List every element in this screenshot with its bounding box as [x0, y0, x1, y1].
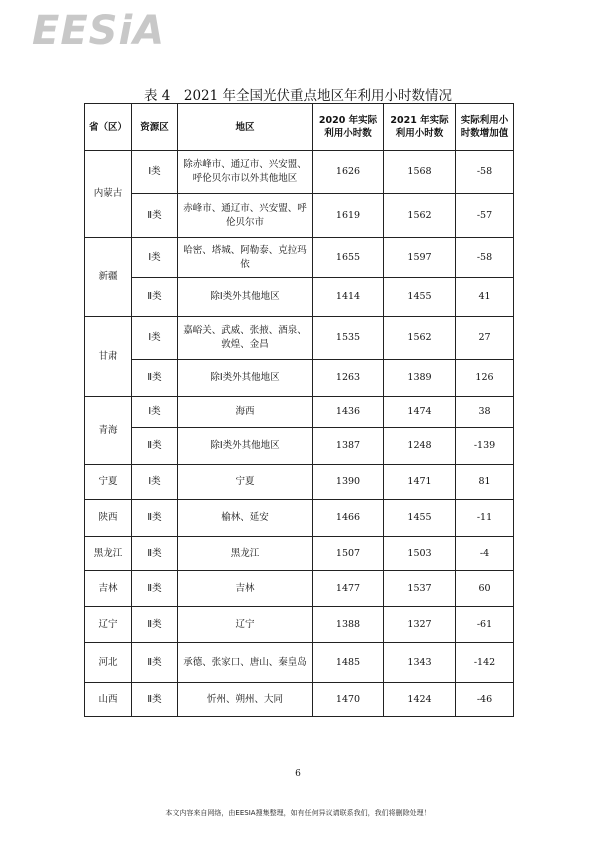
zone-cell: Ⅱ类: [132, 500, 178, 537]
zone-cell: Ⅱ类: [132, 683, 178, 717]
eesia-logo: EESiA: [32, 8, 166, 54]
hours-2020-cell: 1535: [313, 317, 384, 360]
hours-2020-cell: 1387: [313, 428, 384, 465]
hours-2020-cell: 1388: [313, 607, 384, 643]
hours-2020-cell: 1466: [313, 500, 384, 537]
hours-2020-cell: 1436: [313, 397, 384, 428]
delta-cell: 41: [456, 278, 514, 317]
delta-cell: -46: [456, 683, 514, 717]
hours-2020-cell: 1619: [313, 194, 384, 238]
hours-2020-cell: 1655: [313, 238, 384, 278]
header-province: 省（区）: [85, 104, 132, 151]
table-row: [85, 643, 514, 683]
table-row: [85, 360, 514, 397]
hours-2020-cell: 1470: [313, 683, 384, 717]
hours-2021-cell: 1562: [384, 194, 456, 238]
header-hours-2020: 2020 年实际利用小时数: [313, 104, 384, 151]
hours-2021-cell: 1537: [384, 571, 456, 607]
hours-2020-cell: 1414: [313, 278, 384, 317]
hours-2020-cell: 1626: [313, 151, 384, 194]
hours-2020-cell: 1507: [313, 537, 384, 571]
province-cell: 黑龙江: [85, 537, 132, 571]
region-cell: 黑龙江: [178, 537, 313, 571]
table-row: [85, 428, 514, 465]
table-row: [85, 500, 514, 537]
table-row: [85, 194, 514, 238]
province-cell: 吉林: [85, 571, 132, 607]
delta-cell: -11: [456, 500, 514, 537]
delta-cell: -58: [456, 238, 514, 278]
zone-cell: Ⅰ类: [132, 397, 178, 428]
hours-2020-cell: 1477: [313, 571, 384, 607]
page-number: 6: [295, 769, 301, 779]
zone-cell: Ⅱ类: [132, 428, 178, 465]
hours-2021-cell: 1455: [384, 500, 456, 537]
province-cell: 陕西: [85, 500, 132, 537]
region-cell: 嘉峪关、武威、张掖、酒泉、敦煌、金昌: [178, 317, 313, 360]
delta-cell: 81: [456, 465, 514, 500]
hours-2021-cell: 1327: [384, 607, 456, 643]
table-row: [85, 607, 514, 643]
province-cell: 青海: [85, 397, 132, 465]
region-cell: 榆林、延安: [178, 500, 313, 537]
region-cell: 除赤峰市、通辽市、兴安盟、呼伦贝尔市以外其他地区: [178, 151, 313, 194]
region-cell: 赤峰市、通辽市、兴安盟、呼伦贝尔市: [178, 194, 313, 238]
region-cell: 宁夏: [178, 465, 313, 500]
province-cell: 宁夏: [85, 465, 132, 500]
region-cell: 吉林: [178, 571, 313, 607]
province-cell: 新疆: [85, 238, 132, 317]
region-cell: 海西: [178, 397, 313, 428]
hours-2021-cell: 1455: [384, 278, 456, 317]
hours-2021-cell: 1424: [384, 683, 456, 717]
header-region: 地区: [178, 104, 313, 151]
header-resource-zone: 资源区: [132, 104, 178, 151]
delta-cell: -57: [456, 194, 514, 238]
region-cell: 除Ⅰ类外其他地区: [178, 360, 313, 397]
hours-2021-cell: 1471: [384, 465, 456, 500]
zone-cell: Ⅱ类: [132, 194, 178, 238]
hours-2021-cell: 1597: [384, 238, 456, 278]
header-hours-2021: 2021 年实际利用小时数: [384, 104, 456, 151]
zone-cell: Ⅱ类: [132, 607, 178, 643]
utilization-hours-table: [84, 103, 514, 717]
table-row: [85, 317, 514, 360]
hours-2021-cell: 1562: [384, 317, 456, 360]
table-row: [85, 397, 514, 428]
province-cell: 山西: [85, 683, 132, 717]
zone-cell: Ⅰ类: [132, 238, 178, 278]
table-row: [85, 465, 514, 500]
zone-cell: Ⅱ类: [132, 537, 178, 571]
region-cell: 承德、张家口、唐山、秦皇岛: [178, 643, 313, 683]
zone-cell: Ⅱ类: [132, 643, 178, 683]
hours-2021-cell: 1503: [384, 537, 456, 571]
delta-cell: 27: [456, 317, 514, 360]
delta-cell: -4: [456, 537, 514, 571]
delta-cell: 38: [456, 397, 514, 428]
region-cell: 辽宁: [178, 607, 313, 643]
hours-2021-cell: 1248: [384, 428, 456, 465]
table-row: [85, 278, 514, 317]
delta-cell: -142: [456, 643, 514, 683]
hours-2021-cell: 1389: [384, 360, 456, 397]
province-cell: 河北: [85, 643, 132, 683]
region-cell: 除Ⅰ类外其他地区: [178, 428, 313, 465]
hours-2020-cell: 1485: [313, 643, 384, 683]
zone-cell: Ⅱ类: [132, 571, 178, 607]
table-row: [85, 151, 514, 194]
delta-cell: 60: [456, 571, 514, 607]
table-row: [85, 537, 514, 571]
delta-cell: -61: [456, 607, 514, 643]
region-cell: 除Ⅰ类外其他地区: [178, 278, 313, 317]
zone-cell: Ⅰ类: [132, 151, 178, 194]
zone-cell: Ⅰ类: [132, 317, 178, 360]
region-cell: 忻州、朔州、大同: [178, 683, 313, 717]
hours-2021-cell: 1343: [384, 643, 456, 683]
table-row: [85, 571, 514, 607]
zone-cell: Ⅱ类: [132, 360, 178, 397]
table-row: [85, 683, 514, 717]
zone-cell: Ⅰ类: [132, 465, 178, 500]
header-hours-delta: 实际利用小时数增加值: [456, 104, 514, 151]
region-cell: 哈密、塔城、阿勒泰、克拉玛依: [178, 238, 313, 278]
hours-2020-cell: 1390: [313, 465, 384, 500]
delta-cell: 126: [456, 360, 514, 397]
province-cell: 甘肃: [85, 317, 132, 397]
delta-cell: -139: [456, 428, 514, 465]
table-header-row: [85, 104, 514, 151]
hours-2020-cell: 1263: [313, 360, 384, 397]
table-row: [85, 238, 514, 278]
hours-2021-cell: 1474: [384, 397, 456, 428]
zone-cell: Ⅱ类: [132, 278, 178, 317]
footer-disclaimer: 本文内容来自网络，由EESIA搜集整理，如有任何异议请联系我们，我们将删除处理！: [165, 809, 431, 817]
province-cell: 辽宁: [85, 607, 132, 643]
hours-2021-cell: 1568: [384, 151, 456, 194]
delta-cell: -58: [456, 151, 514, 194]
province-cell: 内蒙古: [85, 151, 132, 238]
table-title: 表 4 2021 年全国光伏重点地区年利用小时数情况: [143, 88, 453, 104]
